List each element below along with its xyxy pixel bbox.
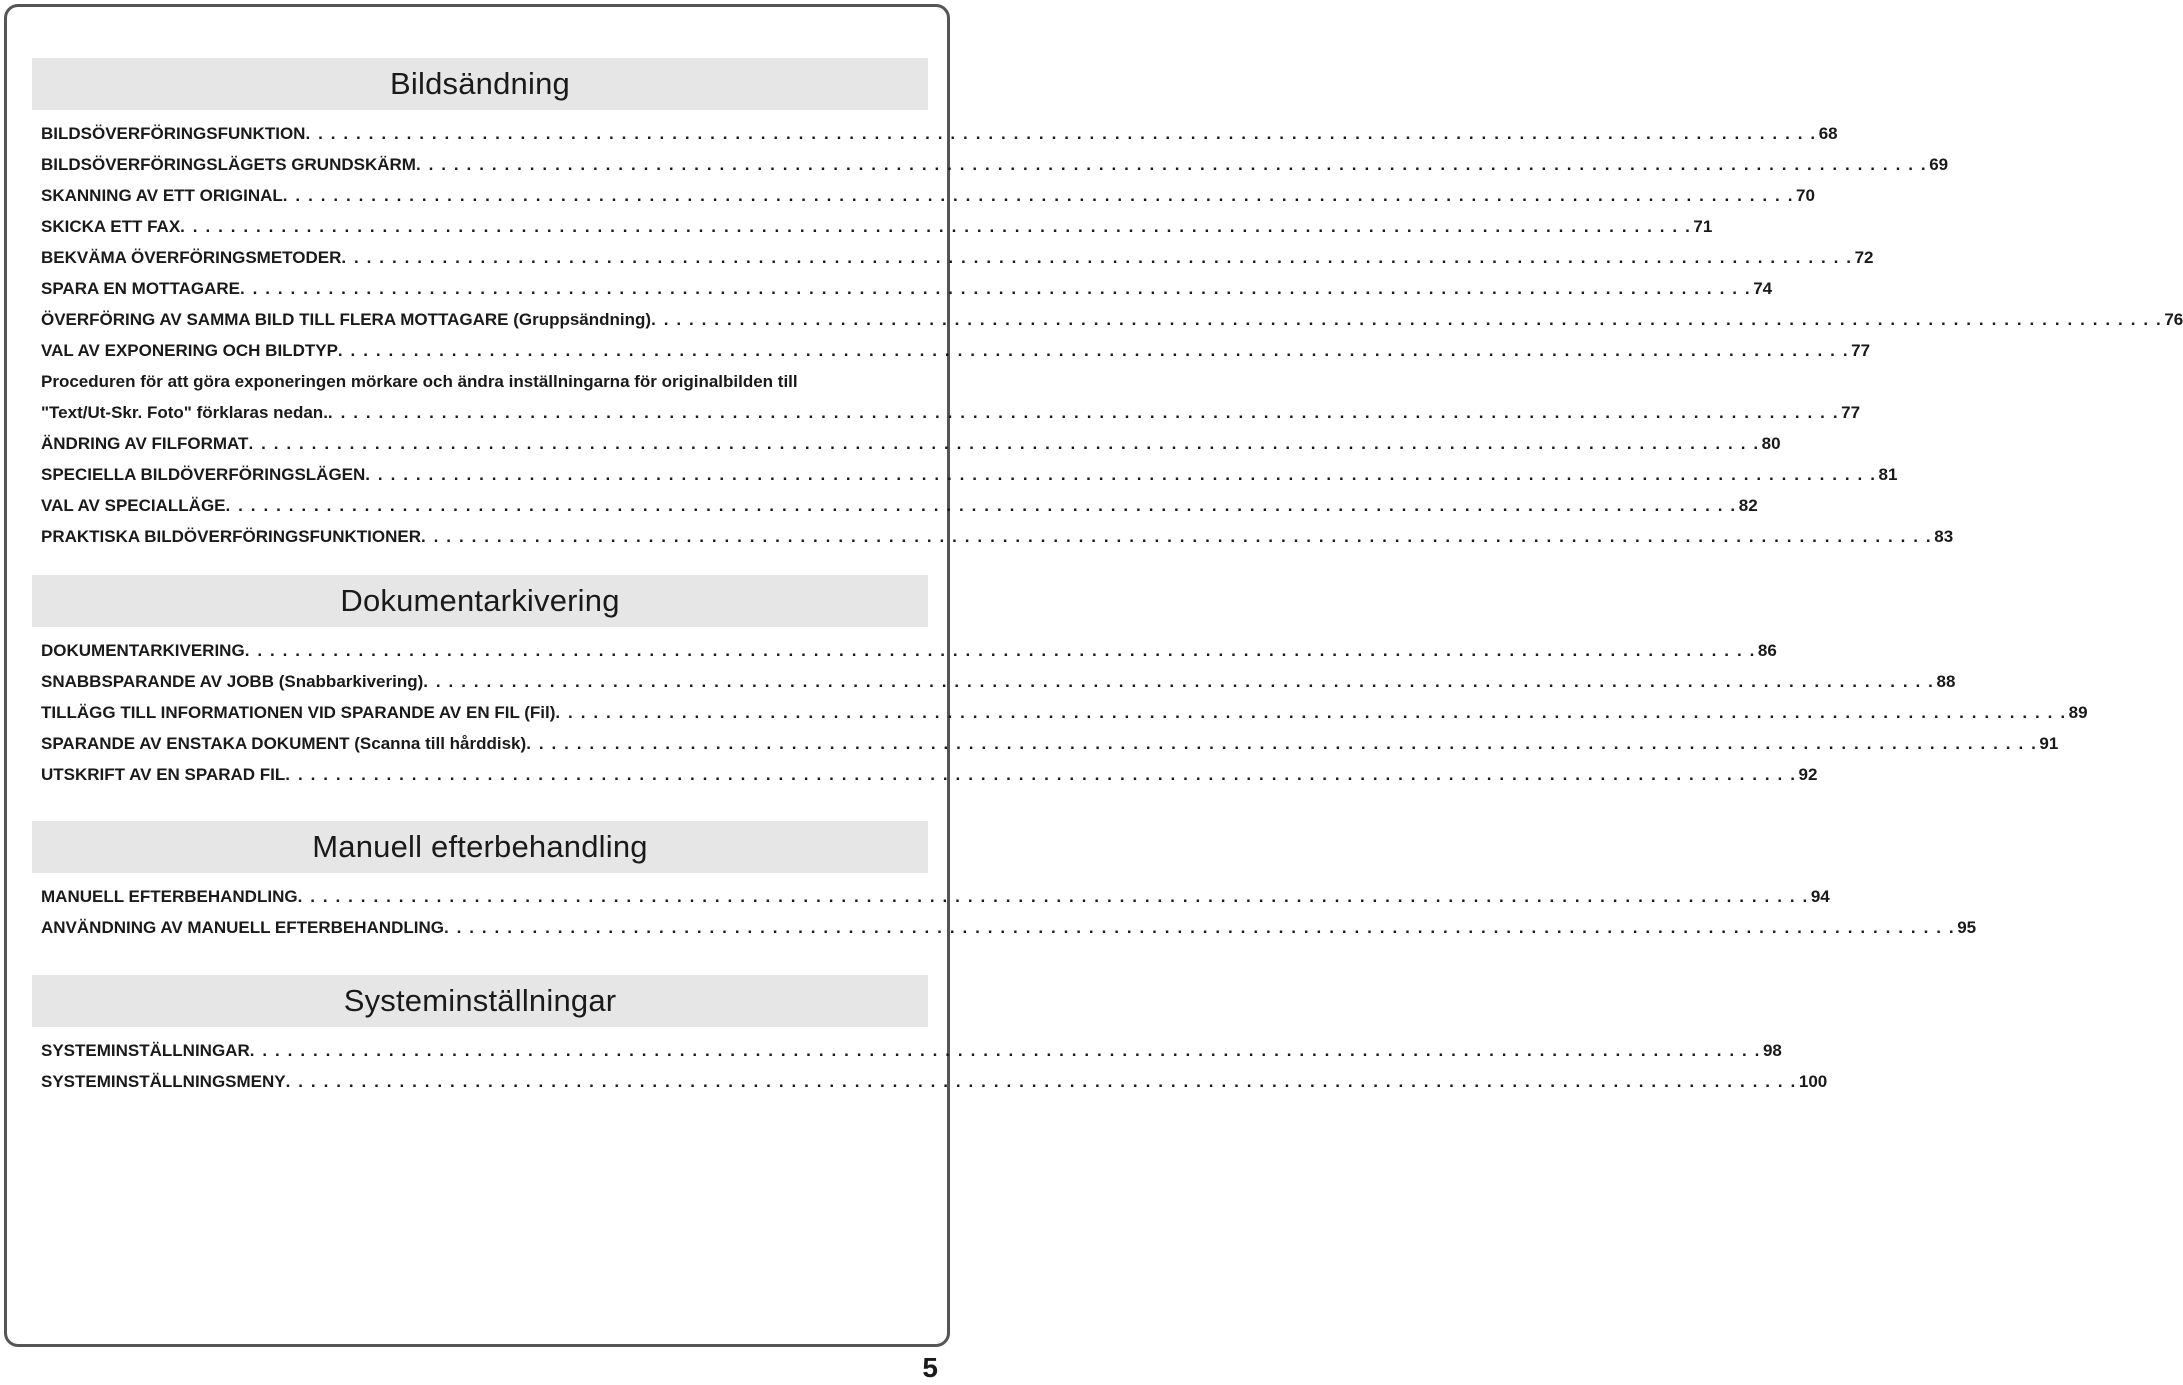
section-heading-band xyxy=(32,575,928,627)
toc-entry-title: VAL AV EXPONERING OCH BILDTYP xyxy=(41,341,338,360)
toc-entry-title: SYSTEMINSTÄLLNINGAR xyxy=(41,1041,250,1060)
section-heading: Bildsändning xyxy=(390,66,570,101)
dot-leader: . . . . . . . . . . . . . . . . . . . . . . . . . . . . . . . . . . . . . . . . . . . . . . . . . . . . . . . . . . . . . . . . . . . . . . . . . . . . . . . . . . . . . . . . . . . . . . . . . . . . . . . . . . . . . . . . . . . . . . . . xyxy=(285,765,1797,784)
toc-entry-title: SYSTEMINSTÄLLNINGSMENY xyxy=(41,1072,286,1091)
toc-entry-title: SPARA EN MOTTAGARE xyxy=(41,279,240,298)
dot-leader: . . . . . . . . . . . . . . . . . . . . . . . . . . . . . . . . . . . . . . . . . . . . . . . . . . . . . . . . . . . . . . . . . . . . . . . . . . . . . . . . . . . . . . . . . . . . . . . . . . . . . . . . . . . . . . . . . . . . . . . . xyxy=(365,465,1877,484)
toc-entry[interactable] xyxy=(41,521,1954,552)
dot-leader: . . . . . . . . . . . . . . . . . . . . . . . . . . . . . . . . . . . . . . . . . . . . . . . . . . . . . . . . . . . . . . . . . . . . . . . . . . . . . . . . . . . . . . . . . . . . . . . . . . . . . . . . . . . . . . . . . . . . . . . . xyxy=(180,217,1692,236)
dot-leader: . . . . . . . . . . . . . . . . . . . . . . . . . . . . . . . . . . . . . . . . . . . . . . . . . . . . . . . . . . . . . . . . . . . . . . . . . . . . . . . . . . . . . . . . . . . . . . . . . . . . . . . . . . . . . . . . . . . . . . . . xyxy=(285,1072,1797,1091)
toc-entry[interactable] xyxy=(41,149,1949,180)
toc-entry-title: PRAKTISKA BILDÖVERFÖRINGSFUNKTIONER xyxy=(41,527,421,546)
toc-entry-page: 95 xyxy=(1957,918,1977,937)
toc-entry-page: 82 xyxy=(1738,496,1758,515)
toc-entry[interactable] xyxy=(41,428,1781,459)
toc-entry[interactable] xyxy=(41,666,1956,697)
toc-entry-page: 91 xyxy=(2039,734,2059,753)
dot-leader: . . . . . . . . . . . . . . . . . . . . . . . . . . . . . . . . . . . . . . . . . . . . . . . . . . . . . . . . . . . . . . . . . . . . . . . . . . . . . . . . . . . . . . . . . . . . . . . . . . . . . . . . . . . . . . . . . . . . . . . . xyxy=(327,403,1840,422)
section-dokumentarkivering xyxy=(32,575,2088,790)
toc-entry-title: VAL AV SPECIALLÄGE xyxy=(41,496,226,515)
toc-entry-page: 77 xyxy=(1841,403,1861,422)
section-heading: Dokumentarkivering xyxy=(340,583,620,618)
dot-leader: . . . . . . . . . . . . . . . . . . . . . . . . . . . . . . . . . . . . . . . . . . . . . . . . . . . . . . . . . . . . . . . . . . . . . . . . . . . . . . . . . . . . . . . . . . . . . . . . . . . . . . . . . . . . . . . . . . . . . . . . xyxy=(297,887,1809,906)
toc-entry-page: 100 xyxy=(1798,1072,1828,1091)
toc-entry-title: BILDSÖVERFÖRINGSFUNKTION xyxy=(41,124,306,143)
toc-entry-page: 89 xyxy=(2068,703,2088,722)
toc-list xyxy=(32,635,2088,790)
toc-entry-page: 77 xyxy=(1851,341,1871,360)
toc-entry-title-line1: Proceduren för att göra exponeringen mörkare och ändra inställningarna för originalbilden till xyxy=(41,372,798,391)
section-heading-band xyxy=(32,975,928,1027)
section-heading: Manuell efterbehandling xyxy=(312,829,648,864)
toc-entry[interactable] xyxy=(41,759,1818,790)
toc-entry[interactable] xyxy=(41,1066,1828,1097)
toc-entry-page: 71 xyxy=(1693,217,1713,236)
toc-entry[interactable] xyxy=(41,273,1773,304)
toc-entry[interactable] xyxy=(41,242,1874,273)
toc-entry-title: SPECIELLA BILDÖVERFÖRINGSLÄGEN xyxy=(41,465,366,484)
dot-leader: . . . . . . . . . . . . . . . . . . . . . . . . . . . . . . . . . . . . . . . . . . . . . . . . . . . . . . . . . . . . . . . . . . . . . . . . . . . . . . . . . . . . . . . . . . . . . . . . . . . . . . . . . . . . . . . . . . . . . . . . xyxy=(225,496,1737,515)
toc-entry-title: ÄNDRING AV FILFORMAT xyxy=(41,434,249,453)
toc-entry-page: 70 xyxy=(1796,186,1815,205)
toc-entry-title: "Text/Ut-Skr. Foto" förklaras nedan. xyxy=(41,403,328,422)
toc-entry-page: 74 xyxy=(1753,279,1773,298)
toc-list xyxy=(32,118,2183,552)
toc-entry-page: 72 xyxy=(1854,248,1874,267)
dot-leader: . . . . . . . . . . . . . . . . . . . . . . . . . . . . . . . . . . . . . . . . . . . . . . . . . . . . . . . . . . . . . . . . . . . . . . . . . . . . . . . . . . . . . . . . . . . . . . . . . . . . . . . . . . . . . . . . . . . . . . . . xyxy=(443,918,1956,937)
section-systeminstallningar xyxy=(32,975,1828,1097)
toc-entry[interactable] xyxy=(41,335,1871,366)
dot-leader: . . . . . . . . . . . . . . . . . . . . . . . . . . . . . . . . . . . . . . . . . . . . . . . . . . . . . . . . . . . . . . . . . . . . . . . . . . . . . . . . . . . . . . . . . . . . . . . . . . . . . . . . . . . . . . . . . . . . . . . . xyxy=(239,279,1752,298)
toc-entry-title: MANUELL EFTERBEHANDLING xyxy=(41,887,298,906)
toc-entry-page: 80 xyxy=(1761,434,1781,453)
dot-leader: . . . . . . . . . . . . . . . . . . . . . . . . . . . . . . . . . . . . . . . . . . . . . . . . . . . . . . . . . . . . . . . . . . . . . . . . . . . . . . . . . . . . . . . . . . . . . . . . . . . . . . . . . . . . . . . . . . . . . . . . xyxy=(282,186,1795,205)
section-heading-band xyxy=(32,821,928,873)
dot-leader: . . . . . . . . . . . . . . . . . . . . . . . . . . . . . . . . . . . . . . . . . . . . . . . . . . . . . . . . . . . . . . . . . . . . . . . . . . . . . . . . . . . . . . . . . . . . . . . . . . . . . . . . . . . . . . . . . . . . . . . . xyxy=(337,341,1850,360)
dot-leader: . . . . . . . . . . . . . . . . . . . . . . . . . . . . . . . . . . . . . . . . . . . . . . . . . . . . . . . . . . . . . . . . . . . . . . . . . . . . . . . . . . . . . . . . . . . . . . . . . . . . . . . . . . . . . . . . . . . . . . . . xyxy=(248,434,1760,453)
toc-entry[interactable] xyxy=(41,211,1713,242)
toc-entry-page: 76 xyxy=(2164,310,2183,329)
toc-entry-title: DOKUMENTARKIVERING xyxy=(41,641,245,660)
toc-entry-title: TILLÄGG TILL INFORMATIONEN VID SPARANDE AV EN FIL (Fil) xyxy=(41,703,556,722)
toc-list xyxy=(32,881,1977,943)
dot-leader: . . . . . . . . . . . . . . . . . . . . . . . . . . . . . . . . . . . . . . . . . . . . . . . . . . . . . . . . . . . . . . . . . . . . . . . . . . . . . . . . . . . . . . . . . . . . . . . . . . . . . . . . . . . . . . . . . . . . . . . . xyxy=(423,672,1935,691)
toc-entry[interactable] xyxy=(41,912,1977,943)
dot-leader: . . . . . . . . . . . . . . . . . . . . . . . . . . . . . . . . . . . . . . . . . . . . . . . . . . . . . . . . . . . . . . . . . . . . . . . . . . . . . . . . . . . . . . . . . . . . . . . . . . . . . . . . . . . . . . . . . . . . . . . . xyxy=(305,124,1817,143)
dot-leader: . . . . . . . . . . . . . . . . . . . . . . . . . . . . . . . . . . . . . . . . . . . . . . . . . . . . . . . . . . . . . . . . . . . . . . . . . . . . . . . . . . . . . . . . . . . . . . . . . . . . . . . . . . . . . . . . . . . . . . . . xyxy=(651,310,2163,329)
toc-entry-page: 88 xyxy=(1936,672,1956,691)
dot-leader: . . . . . . . . . . . . . . . . . . . . . . . . . . . . . . . . . . . . . . . . . . . . . . . . . . . . . . . . . . . . . . . . . . . . . . . . . . . . . . . . . . . . . . . . . . . . . . . . . . . . . . . . . . . . . . . . . . . . . . . . xyxy=(415,155,1928,174)
dot-leader: . . . . . . . . . . . . . . . . . . . . . . . . . . . . . . . . . . . . . . . . . . . . . . . . . . . . . . . . . . . . . . . . . . . . . . . . . . . . . . . . . . . . . . . . . . . . . . . . . . . . . . . . . . . . . . . . . . . . . . . . xyxy=(341,248,1853,267)
section-heading-band xyxy=(32,58,928,110)
toc-entry[interactable] xyxy=(41,881,1830,912)
toc-entry-page: 69 xyxy=(1929,155,1949,174)
toc-entry-title: BILDSÖVERFÖRINGSLÄGETS GRUNDSKÄRM xyxy=(41,155,416,174)
toc-entry[interactable] xyxy=(41,635,1777,666)
toc-entry-title: ANVÄNDNING AV MANUELL EFTERBEHANDLING xyxy=(41,918,444,937)
toc-entry[interactable] xyxy=(41,304,2183,335)
toc-entry[interactable] xyxy=(41,459,1898,490)
dot-leader: . . . . . . . . . . . . . . . . . . . . . . . . . . . . . . . . . . . . . . . . . . . . . . . . . . . . . . . . . . . . . . . . . . . . . . . . . . . . . . . . . . . . . . . . . . . . . . . . . . . . . . . . . . . . . . . . . . . . . . . . xyxy=(249,1041,1761,1060)
toc-entry[interactable] xyxy=(41,180,1815,211)
toc-entry-multiline[interactable] xyxy=(41,366,1861,428)
toc-entry-page: 68 xyxy=(1818,124,1838,143)
toc-entry[interactable] xyxy=(41,118,1838,149)
section-bildsandning xyxy=(32,58,2183,552)
toc-entry-title: SKANNING AV ETT ORIGINAL xyxy=(41,186,283,205)
toc-entry-page: 98 xyxy=(1762,1041,1782,1060)
toc-list xyxy=(32,1035,1828,1097)
toc-entry-title: ÖVERFÖRING AV SAMMA BILD TILL FLERA MOTTAGARE (Gruppsändning) xyxy=(41,310,652,329)
dot-leader: . . . . . . . . . . . . . . . . . . . . . . . . . . . . . . . . . . . . . . . . . . . . . . . . . . . . . . . . . . . . . . . . . . . . . . . . . . . . . . . . . . . . . . . . . . . . . . . . . . . . . . . . . . . . . . . . . . . . . . . . xyxy=(555,703,2067,722)
toc-entry[interactable] xyxy=(41,697,2088,728)
toc-entry[interactable] xyxy=(41,728,2059,759)
page-number: 5 xyxy=(922,1352,938,1383)
toc-entry-title: SNABBSPARANDE AV JOBB (Snabbarkivering) xyxy=(41,672,424,691)
section-heading: Systeminställningar xyxy=(343,983,617,1018)
dot-leader: . . . . . . . . . . . . . . . . . . . . . . . . . . . . . . . . . . . . . . . . . . . . . . . . . . . . . . . . . . . . . . . . . . . . . . . . . . . . . . . . . . . . . . . . . . . . . . . . . . . . . . . . . . . . . . . . . . . . . . . . xyxy=(526,734,2038,753)
toc-entry[interactable] xyxy=(41,490,1758,521)
dot-leader: . . . . . . . . . . . . . . . . . . . . . . . . . . . . . . . . . . . . . . . . . . . . . . . . . . . . . . . . . . . . . . . . . . . . . . . . . . . . . . . . . . . . . . . . . . . . . . . . . . . . . . . . . . . . . . . . . . . . . . . . xyxy=(421,527,1933,546)
dot-leader: . . . . . . . . . . . . . . . . . . . . . . . . . . . . . . . . . . . . . . . . . . . . . . . . . . . . . . . . . . . . . . . . . . . . . . . . . . . . . . . . . . . . . . . . . . . . . . . . . . . . . . . . . . . . . . . . . . . . . . . . xyxy=(244,641,1756,660)
toc-entry-page: 92 xyxy=(1798,765,1818,784)
toc-entry-title: UTSKRIFT AV EN SPARAD FIL xyxy=(41,765,286,784)
toc-entry-title: BEKVÄMA ÖVERFÖRINGSMETODER xyxy=(41,248,342,267)
toc-entry[interactable] xyxy=(41,1035,1782,1066)
toc-entry-page: 86 xyxy=(1757,641,1777,660)
toc-entry-page: 83 xyxy=(1934,527,1954,546)
toc-entry-title: SKICKA ETT FAX xyxy=(41,217,181,236)
toc-entry-title: SPARANDE AV ENSTAKA DOKUMENT (Scanna till hårddisk) xyxy=(41,734,527,753)
section-manuell-efterbehandling xyxy=(32,821,1977,943)
toc-entry-page: 94 xyxy=(1810,887,1830,906)
toc-entry-page: 81 xyxy=(1878,465,1898,484)
